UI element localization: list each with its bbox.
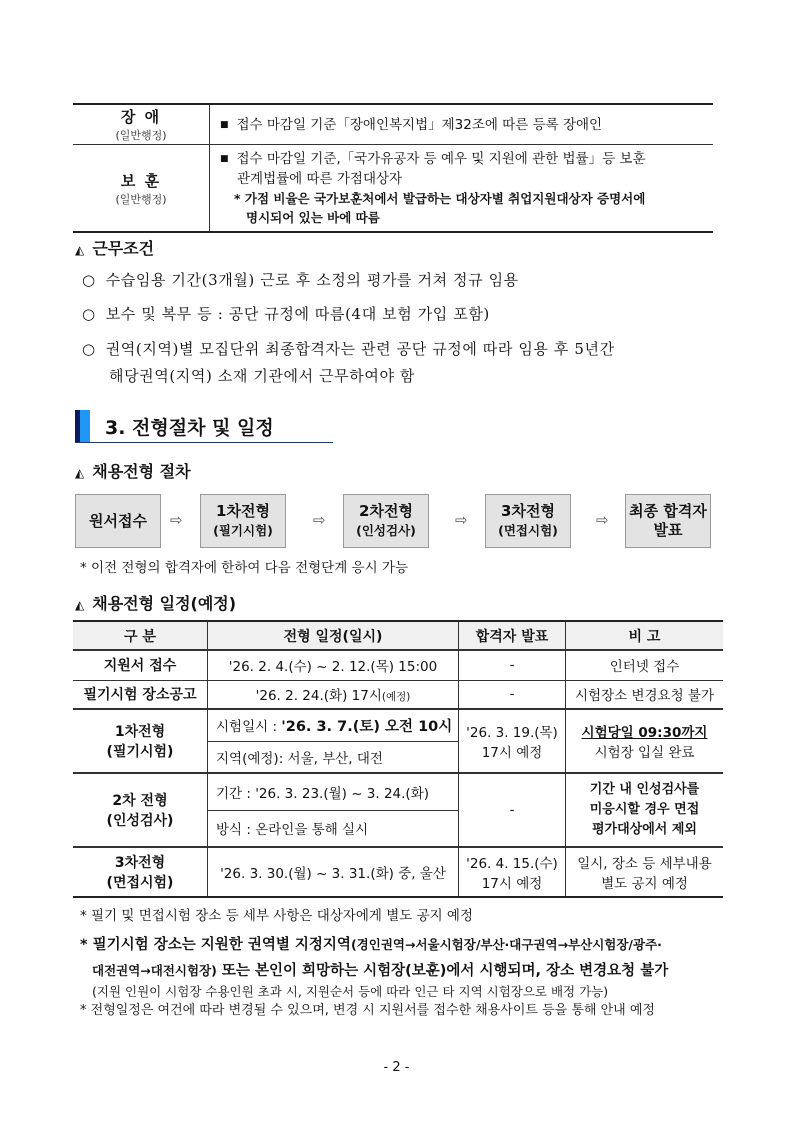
row-sublabel: (일반행정) — [115, 192, 167, 206]
list-item — [82, 336, 615, 390]
table-row — [73, 650, 723, 680]
item-text-cont: 해당권역(지역) 소재 기관에서 근무하여야 함 — [109, 367, 415, 385]
cell-text: 2차 전형 — [112, 793, 168, 809]
column-header: 합격자 발표 — [459, 621, 566, 650]
cell: - — [459, 680, 566, 709]
table-header-row — [73, 621, 723, 650]
row-sublabel: (일반행정) — [115, 129, 167, 142]
cell — [208, 709, 459, 741]
cell-text: 미응시할 경우 면접 — [589, 802, 700, 817]
step-sub: (면접시험) — [498, 523, 558, 538]
cell — [208, 680, 459, 709]
column-header: 구 분 — [73, 621, 208, 650]
cell-text-bold: '26. 3. 7.(토) 오전 10시 — [281, 718, 453, 735]
item-text: 수습임용 기간(3개월) 근로 후 소정의 평가를 거쳐 정규 임용 — [105, 271, 519, 289]
note-text-cont: 명시되어 있는 바에 따름 — [246, 210, 380, 225]
cell — [566, 773, 724, 847]
item-text: 보수 및 복무 등 : 공단 규정에 따름(4대 보험 가입 포함) — [105, 305, 490, 323]
table-row — [73, 104, 713, 145]
table-row — [73, 680, 723, 709]
footnote-text-bold: * 필기시험 장소는 지원한 권역별 지정지역 — [80, 937, 351, 953]
cell: 지역(예정): 서울, 부산, 대전 — [208, 741, 459, 773]
footnote-bold — [80, 932, 730, 984]
cell — [73, 773, 208, 847]
bullet-text: ■ 접수 마감일 기준「장애인복지법」제32조에 따른 등록 장애인 — [220, 115, 703, 135]
step-sub: 발표 — [653, 521, 683, 539]
process-step — [343, 494, 429, 548]
cell — [459, 847, 566, 897]
step-title: 3차전형 — [501, 502, 555, 520]
cell-text: 기간 내 인성검사를 — [589, 782, 700, 797]
process-step — [75, 494, 161, 548]
column-header: 비 고 — [566, 621, 724, 650]
process-step — [625, 494, 711, 548]
cell: 필기시험 장소공고 — [73, 680, 208, 709]
circle-bullet-icon: ○ — [82, 340, 96, 358]
footnote: * 전형일정은 여건에 따라 변경될 수 있으며, 변경 시 지원서를 접수한 채용사이트 등을 통해 안내 예정 — [80, 1003, 655, 1018]
cell — [566, 709, 724, 773]
schedule-table — [73, 620, 723, 898]
footnote: * 필기 및 면접시험 장소 등 세부 사항은 대상자에게 별도 공지 예정 — [80, 908, 474, 924]
cell-text: 평가대상에서 제외 — [592, 822, 697, 837]
cell — [73, 709, 208, 773]
cell-text: '26. 2. 24.(화) 17시 — [255, 688, 382, 705]
table-row — [73, 145, 713, 233]
bullet-text-cont: 관계법률에 따른 가점대상자 — [237, 171, 403, 187]
triangle-icon: ◭ — [75, 243, 85, 257]
list-item — [82, 267, 519, 294]
note-text: * 가점 비율은 국가보훈처에서 발급하는 대상자별 취업지원대상자 증명서에 — [234, 191, 646, 206]
step-title: 최종 합격자 — [629, 502, 707, 520]
triangle-icon: ◭ — [75, 598, 85, 612]
triangle-icon: ◭ — [75, 466, 85, 480]
section-bar-accent — [80, 410, 90, 442]
column-header: 전형 일정(일시) — [208, 621, 459, 650]
arrow-right-icon: ⇨ — [596, 511, 609, 529]
heading-text: 근무조건 — [92, 239, 155, 258]
cell: 기간 : '26. 3. 23.(월) ~ 3. 24.(화) — [208, 773, 459, 810]
cell-text: '26. 3. 19.(목) — [466, 725, 558, 741]
process-step — [485, 494, 571, 548]
footnote-sub: (지원 인원이 시험장 수용인원 초과 시, 지원순서 등에 따라 인근 타 지역 시험장으로 배정 가능) — [92, 984, 609, 999]
cell: 인터넷 접수 — [566, 650, 724, 680]
cell: '26. 2. 4.(수) ~ 2. 12.(목) 15:00 — [208, 650, 459, 680]
row-label: 보 훈 — [120, 171, 162, 190]
cell-text: (면접시험) — [106, 875, 174, 891]
bullet-text: ■ 접수 마감일 기준,「국가유공자 등 예우 및 지원에 관한 법률」등 보훈 — [220, 149, 703, 169]
section-header — [75, 410, 333, 443]
cell-text: 17시 예정 — [481, 745, 543, 761]
cell-text: '26. 4. 15.(수) — [466, 856, 558, 872]
cell-text: 3차전형 — [114, 855, 166, 871]
step-title: 원서접수 — [89, 511, 147, 530]
footnote-text: (경인권역→서울시험장/부산·대구권역→부산시험장/광주· — [350, 937, 662, 952]
cell: 시험장소 변경요청 불가 — [566, 680, 724, 709]
row-label: 장 애 — [120, 108, 162, 126]
cell-text: 17시 예정 — [481, 876, 543, 892]
cell-text: 시험당일 09:30까지 — [581, 725, 708, 741]
cell-text: 시험장 입실 완료 — [594, 745, 695, 761]
cell — [459, 709, 566, 773]
eligibility-table — [73, 103, 713, 233]
cell-text: 일시, 장소 등 세부내용 — [577, 856, 712, 872]
step-title: 1차전형 — [216, 502, 270, 520]
heading-text: 채용전형 절차 — [92, 462, 191, 481]
circle-bullet-icon: ○ — [82, 271, 96, 289]
footnote-text: 대전권역→대전시험장) — [92, 963, 217, 978]
table-row — [73, 773, 723, 810]
cell-text: 1차전형 — [114, 724, 166, 740]
step-title: 2차전형 — [359, 502, 413, 520]
work-conditions-heading — [75, 236, 154, 259]
circle-bullet-icon: ○ — [82, 305, 96, 323]
process-step — [200, 494, 286, 548]
cell-text: 시험일시 : — [216, 718, 282, 735]
step-sub: (인성검사) — [356, 523, 416, 538]
step-sub: (필기시험) — [213, 523, 273, 538]
list-item — [82, 301, 490, 328]
cell: 방식 : 온라인을 통해 실시 — [208, 810, 459, 847]
heading-text: 채용전형 일정(예정) — [92, 594, 237, 613]
cell-text: 별도 공지 예정 — [601, 876, 688, 892]
page-number: - 2 - — [383, 1060, 410, 1075]
cell — [566, 847, 724, 897]
section-title: 3. 전형절차 및 일정 — [105, 417, 274, 439]
cell: 지원서 접수 — [73, 650, 208, 680]
cell — [73, 847, 208, 897]
footnote-text-bold: 또는 본인이 희망하는 시험장(보훈)에서 시행되며, 장소 변경요청 불가 — [216, 963, 669, 979]
cell-text-small: (예정) — [381, 691, 411, 704]
cell: - — [459, 650, 566, 680]
process-heading — [75, 459, 191, 482]
item-text: 권역(지역)별 모집단위 최종합격자는 관련 공단 규정에 따라 임용 후 5년간 — [105, 340, 615, 358]
table-row — [73, 847, 723, 897]
cell-text: (필기시험) — [106, 744, 174, 760]
cell-text: (인성검사) — [106, 813, 174, 829]
arrow-right-icon: ⇨ — [455, 511, 468, 529]
table-row — [73, 709, 723, 741]
cell: '26. 3. 30.(월) ~ 3. 31.(화) 중, 울산 — [208, 847, 459, 897]
arrow-right-icon: ⇨ — [170, 511, 183, 529]
schedule-heading — [75, 591, 236, 614]
arrow-right-icon: ⇨ — [313, 511, 326, 529]
process-note: * 이전 전형의 합격자에 한하여 다음 전형단계 응시 가능 — [80, 560, 408, 576]
cell: - — [459, 773, 566, 847]
